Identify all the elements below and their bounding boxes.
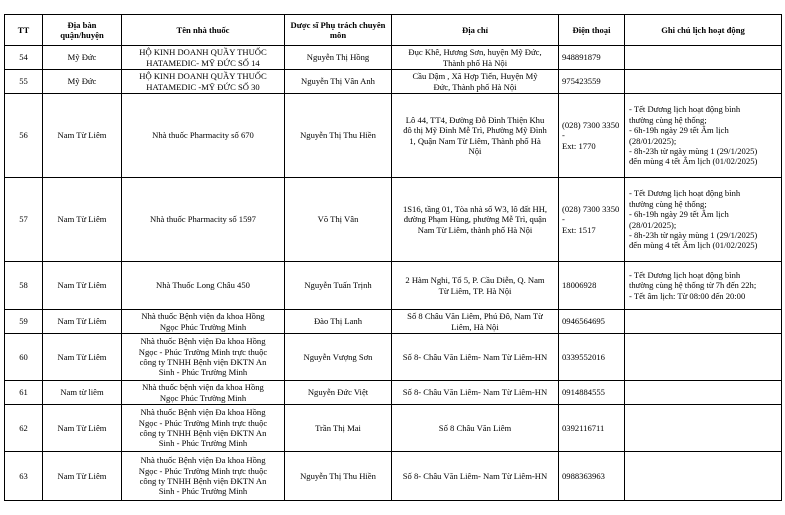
cell-address: Lô 44, TT4, Đường Đỗ Đình Thiện Khu đô thị Mỹ Đình Mễ Trì, Phường Mỹ Đình 1, Quận Nam Từ Liêm, Thành phố Hà Nội — [392, 94, 559, 178]
cell-tt: 61 — [5, 381, 43, 405]
cell-notes — [625, 381, 782, 405]
table-row — [5, 334, 782, 381]
cell-address: Số 8 Châu Văn Liêm, Phú Đô, Nam Từ Liêm, Hà Nội — [392, 310, 559, 334]
cell-pharmacist: Nguyễn Thị Thu Hiền — [285, 94, 392, 178]
cell-notes — [625, 310, 782, 334]
cell-pharmacist: Võ Thị Vân — [285, 178, 392, 262]
cell-tt: 60 — [5, 334, 43, 381]
cell-tt: 57 — [5, 178, 43, 262]
table-row — [5, 178, 782, 262]
cell-name: Nhà Thuốc Long Châu 450 — [122, 262, 285, 310]
cell-district: Nam Từ Liêm — [43, 178, 122, 262]
cell-tt: 62 — [5, 405, 43, 452]
cell-tt: 58 — [5, 262, 43, 310]
cell-phone: (028) 7300 3350 - Ext: 1770 — [559, 94, 625, 178]
header-tt: TT — [5, 15, 43, 46]
cell-tt: 63 — [5, 452, 43, 501]
table-row — [5, 405, 782, 452]
cell-address: Đục Khê, Hương Sơn, huyện Mỹ Đức, Thành phố Hà Nội — [392, 46, 559, 70]
cell-tt: 55 — [5, 70, 43, 94]
cell-notes — [625, 70, 782, 94]
header-row — [5, 15, 782, 46]
cell-name: Nhà thuốc Pharmacity số 670 — [122, 94, 285, 178]
cell-district: Nam Từ Liêm — [43, 262, 122, 310]
table-row — [5, 262, 782, 310]
cell-address: Số 8- Châu Văn Liêm- Nam Từ Liêm-HN — [392, 452, 559, 501]
cell-phone: 0914884555 — [559, 381, 625, 405]
table-row — [5, 310, 782, 334]
cell-tt: 59 — [5, 310, 43, 334]
cell-district: Mỹ Đức — [43, 46, 122, 70]
header-pharmacist: Dược sĩ Phụ trách chuyên môn — [285, 15, 392, 46]
cell-notes — [625, 405, 782, 452]
cell-name: HỘ KINH DOANH QUẦY THUỐC HATAMEDIC- MỸ ĐỨC SỐ 14 — [122, 46, 285, 70]
cell-district: Nam Từ Liêm — [43, 334, 122, 381]
table-row — [5, 381, 782, 405]
table-row — [5, 70, 782, 94]
header-address: Địa chỉ — [392, 15, 559, 46]
cell-phone: 0392116711 — [559, 405, 625, 452]
cell-pharmacist: Nguyễn Vượng Sơn — [285, 334, 392, 381]
cell-phone: 0339552016 — [559, 334, 625, 381]
cell-tt: 54 — [5, 46, 43, 70]
cell-tt: 56 — [5, 94, 43, 178]
cell-name: Nhà thuốc Bệnh viện Đa khoa Hồng Ngọc - Phúc Trường Minh trực thuộc công ty TNHH Bệnh viện ĐKTN An Sinh - Phúc Trường Minh — [122, 334, 285, 381]
cell-district: Nam từ liêm — [43, 381, 122, 405]
header-notes: Ghi chú lịch hoạt động — [625, 15, 782, 46]
table-row — [5, 94, 782, 178]
cell-name: Nhà thuốc Pharmacity số 1597 — [122, 178, 285, 262]
header-name: Tên nhà thuốc — [122, 15, 285, 46]
cell-name: Nhà thuốc Bệnh viện đa khoa Hồng Ngọc Phúc Trường Minh — [122, 310, 285, 334]
cell-district: Mỹ Đức — [43, 70, 122, 94]
table-row — [5, 452, 782, 501]
cell-notes: - Tết Dương lịch hoạt động bình thường cùng hệ thống từ 7h đến 22h; - Tết âm lịch: Từ 08:00 đến 20:00 — [625, 262, 782, 310]
cell-notes — [625, 334, 782, 381]
cell-notes: - Tết Dương lịch hoạt động bình thường cùng hệ thống; - 6h-19h ngày 29 tết Âm lịch (28/01/2025); - 8h-23h từ ngày mùng 1 (29/1/2025) đến mùng 4 tết Âm lịch (01/02/2025) — [625, 178, 782, 262]
cell-address: Số 8- Châu Văn Liêm- Nam Từ Liêm-HN — [392, 334, 559, 381]
cell-name: Nhà thuốc Bệnh viện Đa khoa Hồng Ngọc - Phúc Trường Minh trực thuộc công ty TNHH Bệnh viện ĐKTN An Sinh - Phúc Trường Minh — [122, 405, 285, 452]
cell-pharmacist: Nguyễn Tuấn Trịnh — [285, 262, 392, 310]
cell-district: Nam Từ Liêm — [43, 405, 122, 452]
cell-name: HỘ KINH DOANH QUẦY THUỐC HATAMEDIC -MỸ ĐỨC SỐ 30 — [122, 70, 285, 94]
cell-pharmacist: Nguyễn Thị Hồng — [285, 46, 392, 70]
cell-pharmacist: Đào Thị Lanh — [285, 310, 392, 334]
cell-notes — [625, 452, 782, 501]
cell-phone: 18006928 — [559, 262, 625, 310]
cell-district: Nam Từ Liêm — [43, 94, 122, 178]
cell-district: Nam Từ Liêm — [43, 452, 122, 501]
cell-phone: (028) 7300 3350 - Ext: 1517 — [559, 178, 625, 262]
cell-notes: - Tết Dương lịch hoạt động bình thường cùng hệ thống; - 6h-19h ngày 29 tết Âm lịch (28/01/2025); - 8h-23h từ ngày mùng 1 (29/1/2025) đến mùng 4 tết Âm lịch (01/02/2025) — [625, 94, 782, 178]
header-district: Địa bàn quận/huyện — [43, 15, 122, 46]
cell-phone: 975423559 — [559, 70, 625, 94]
cell-name: Nhà thuốc bệnh viện đa khoa Hồng Ngọc Phúc Trường Minh — [122, 381, 285, 405]
cell-address: Số 8- Châu Văn Liêm- Nam Từ Liêm-HN — [392, 381, 559, 405]
cell-pharmacist: Nguyễn Thị Thu Hiền — [285, 452, 392, 501]
cell-phone: 0988363963 — [559, 452, 625, 501]
cell-name: Nhà thuốc Bệnh viện Đa khoa Hồng Ngọc - Phúc Trường Minh trực thuộc công ty TNHH Bệnh viện ĐKTN An Sinh - Phúc Trường Minh — [122, 452, 285, 501]
cell-pharmacist: Nguyễn Đức Việt — [285, 381, 392, 405]
cell-pharmacist: Trần Thị Mai — [285, 405, 392, 452]
cell-address: Cầu Dậm , Xã Hợp Tiến, Huyện Mỹ Đức, Thành phố Hà Nội — [392, 70, 559, 94]
table-row — [5, 46, 782, 70]
cell-phone: 0946564695 — [559, 310, 625, 334]
header-phone: Điện thoại — [559, 15, 625, 46]
pharmacy-table — [4, 14, 782, 501]
cell-address: 1S16, tầng 01, Tòa nhà số W3, lô đất HH, đường Phạm Hùng, phường Mễ Trì, quận Nam Từ Liêm, thành phố Hà Nội — [392, 178, 559, 262]
cell-district: Nam Từ Liêm — [43, 310, 122, 334]
cell-address: 2 Hàm Nghi, Tổ 5, P. Cầu Diễn, Q. Nam Từ Liêm, TP. Hà Nội — [392, 262, 559, 310]
cell-pharmacist: Nguyễn Thị Vân Anh — [285, 70, 392, 94]
cell-address: Số 8 Châu Văn Liêm — [392, 405, 559, 452]
cell-phone: 948891879 — [559, 46, 625, 70]
cell-notes — [625, 46, 782, 70]
